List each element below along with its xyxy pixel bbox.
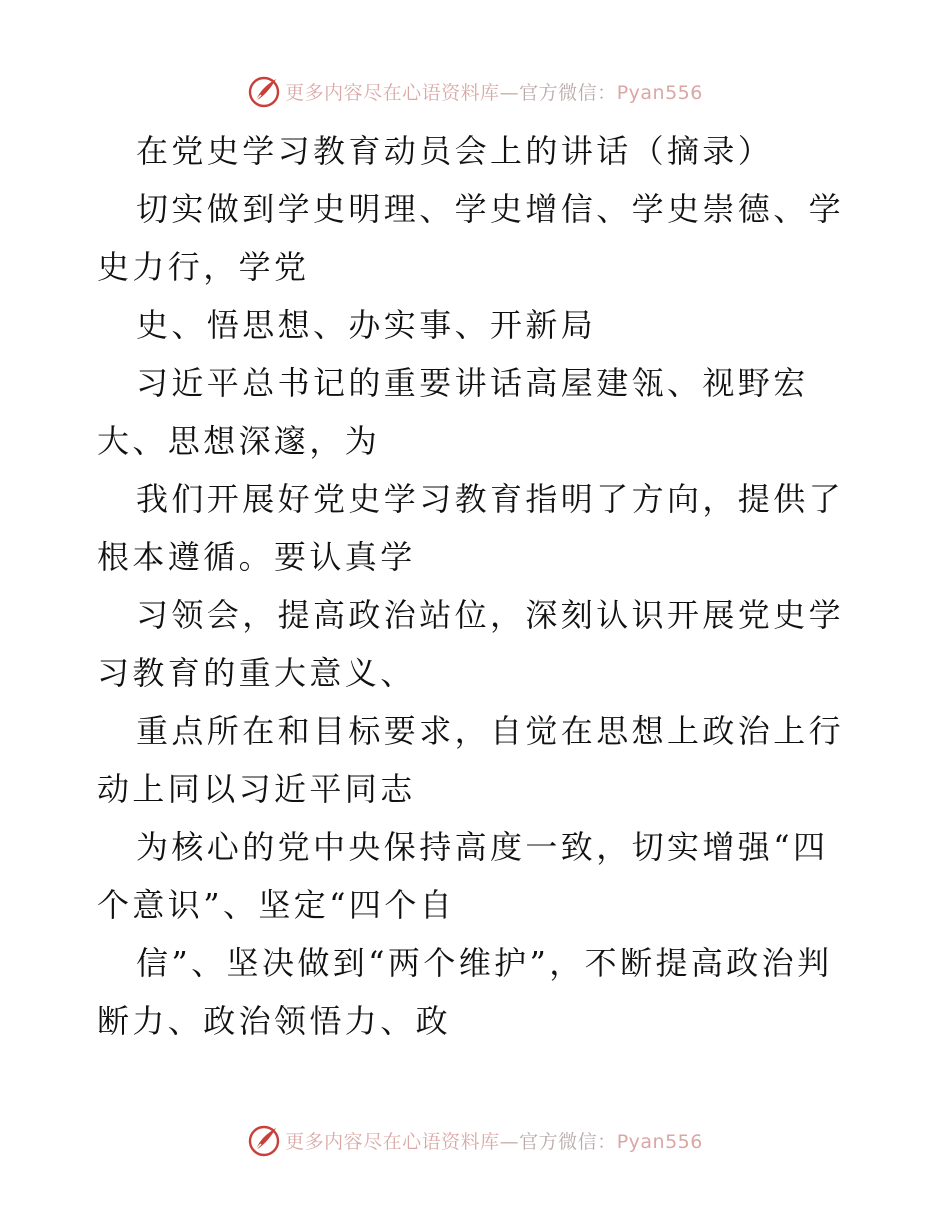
watermark-brand: 更多内容尽在心语资料库 (285, 81, 500, 104)
paragraph-line: 习领会，提高政治站位，深刻认识开展党史学习教育的重大意义、 (97, 596, 845, 692)
watermark-separator: — (499, 81, 520, 104)
feather-pen-logo-icon (247, 1123, 281, 1157)
watermark-wechat-label: 官方微信： (519, 1130, 617, 1153)
footer-watermark (0, 1120, 950, 1160)
paragraph-line: 习近平总书记的重要讲话高屋建瓴、视野宏大、思想深邃，为 (97, 364, 809, 460)
document-title: 在党史学习教育动员会上的讲话（摘录） (136, 132, 774, 170)
paragraph-line: 重点所在和目标要求，自觉在思想上政治上行动上同以习近平同志 (97, 712, 845, 808)
feather-pen-logo-icon (247, 74, 281, 108)
watermark-text (285, 78, 703, 105)
paragraph-line: 为核心的党中央保持高度一致，切实增强“四个意识”、坚定“四个自 (97, 828, 829, 924)
paragraph-line: 史、悟思想、办实事、开新局 (136, 306, 597, 344)
watermark-brand: 更多内容尽在心语资料库 (285, 1130, 500, 1153)
watermark-text (285, 1127, 703, 1154)
paragraph-line: 信”、坚决做到“两个维护”，不断提高政治判断力、政治领悟力、政 (97, 944, 833, 1040)
watermark-wechat-id: Pyan556 (616, 81, 703, 104)
header-watermark (0, 71, 950, 111)
document-body (97, 122, 857, 1050)
watermark-wechat-label: 官方微信： (519, 81, 617, 104)
watermark-wechat-id: Pyan556 (616, 1130, 703, 1153)
watermark-separator: — (499, 1130, 520, 1153)
paragraph-line: 切实做到学史明理、学史增信、学史崇德、学史力行，学党 (97, 190, 845, 286)
paragraph-line: 我们开展好党史学习教育指明了方向，提供了根本遵循。要认真学 (97, 480, 845, 576)
